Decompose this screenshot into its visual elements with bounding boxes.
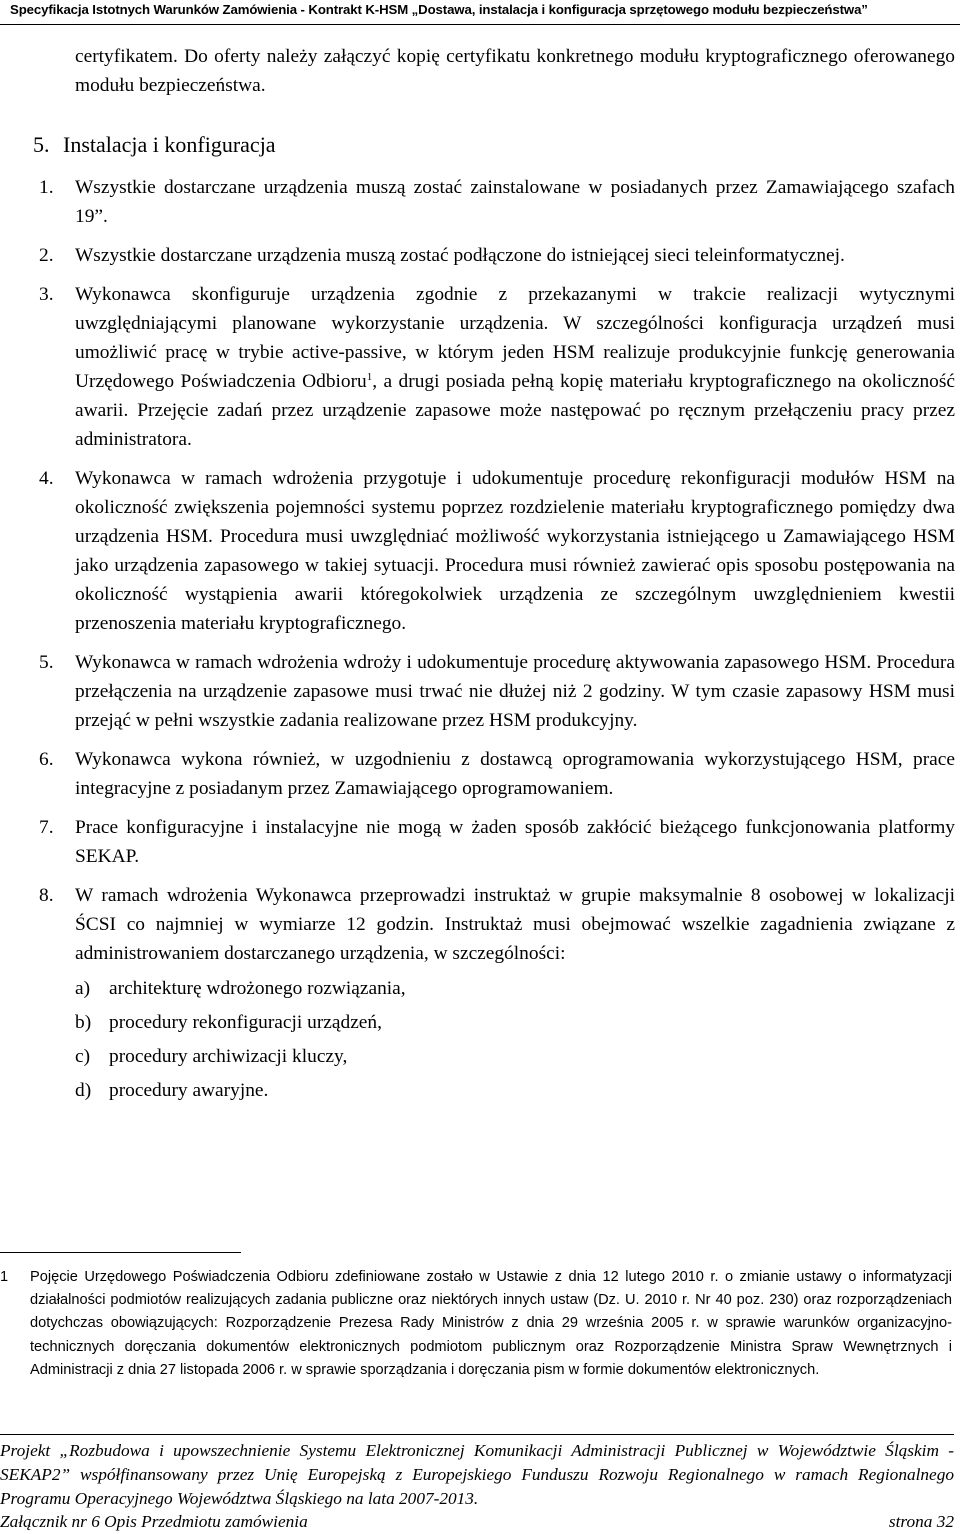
item-text: Wykonawca w ramach wdrożenia wdroży i udokumentuje procedurę aktywowania zapasowego HSM. Procedura przełączenia na urządzenie zapasowe musi trwać nie dłużej niż 2 godziny. W tym czasie zapasowy HSM musi przejąć w pełni wszystkie zadania realizowane przez HSM produkcyjny. (75, 652, 955, 731)
requirements-list (39, 173, 955, 1118)
sub-item-text: architekturę wdrożonego rozwiązania, (109, 978, 406, 999)
sub-item-text: procedury rekonfiguracji urządzeń, (109, 1012, 382, 1033)
item-number: 6. (39, 749, 54, 770)
section-title: Instalacja i konfiguracja (63, 132, 276, 157)
item-text: Prace konfiguracyjne i instalacyjne nie mogą w żaden sposób zakłócić bieżącego funkcjonowania platformy SEKAP. (75, 817, 955, 867)
page-footer (0, 1434, 954, 1534)
item-number: 3. (39, 284, 54, 305)
sub-item-text: procedury awaryjne. (109, 1080, 269, 1101)
item-text: Wykonawca w ramach wdrożenia przygotuje i udokumentuje procedurę rekonfiguracji modułów HSM na okoliczność zwiększenia pojemności systemu poprzez rozdzielenie materiału kryptograficznego pomiędzy dwa urządzenia HSM. Procedura musi uwzględniać możliwość wykorzystania istniejącego u Zamawiającego HSM jako urządzenia zapasowego w takiej sytuacji. Procedura musi również zawierać opis sposobu postępowania na okoliczność wystąpienia awarii któregokolwiek urządzenia ze szczególnym uwzględnieniem kwestii przenoszenia materiału kryptograficznego. (75, 468, 955, 634)
sub-list (75, 972, 955, 1108)
footer-bottom-row (0, 1510, 954, 1534)
intro-paragraph (75, 42, 955, 100)
intro-text: certyfikatem. Do oferty należy załączyć kopię certyfikatu konkretnego modułu kryptograficznego oferowanego modułu bezpieczeństwa. (75, 46, 955, 96)
sub-item-text: procedury archiwizacji kluczy, (109, 1046, 348, 1067)
footnote-number: 1 (0, 1269, 9, 1285)
page-number: strona 32 (888, 1512, 954, 1532)
list-item (39, 881, 955, 1108)
list-item (39, 464, 955, 638)
item-number: 8. (39, 885, 54, 906)
item-text: Wykonawca wykona również, w uzgodnieniu z dostawcą oprogramowania wykorzystującego HSM, prace integracyjne z posiadanym przez Zamawiającego oprogramowaniem. (75, 749, 955, 799)
page-header (0, 0, 960, 25)
section-heading (33, 130, 276, 160)
item-text: W ramach wdrożenia Wykonawca przeprowadzi instruktaż w grupie maksymalnie 8 osobowej w lokalizacji ŚCSI co najmniej w wymiarze 12 godzin. Instruktaż musi obejmować wszelkie zagadnienia związane z administrowaniem dostarczanego urządzenia, w szczególności: (75, 885, 955, 964)
sub-list-item (75, 972, 955, 1006)
item-number: 4. (39, 468, 54, 489)
item-number: 5. (39, 652, 54, 673)
sub-item-letter: b) (75, 1012, 92, 1033)
item-number: 2. (39, 245, 54, 266)
list-item (39, 241, 955, 270)
item-text: Wszystkie dostarczane urządzenia muszą zostać zainstalowane w posiadanych przez Zamawiającego szafach 19”. (75, 177, 955, 227)
item-text (75, 280, 955, 454)
item-text-part: Wykonawca skonfiguruje urządzenia zgodnie z przekazanymi w trakcie realizacji wytycznymi uwzględniającymi planowane wykorzystanie urządzenia. W szczególności konfiguracja urządzeń musi umożliwić pracę w trybie active-passive, w którym jeden HSM realizuje produkcyjnie funkcję generowania Urzędowego Poświadczenia Odbioru (75, 284, 955, 392)
list-item (39, 648, 955, 735)
item-text: Wszystkie dostarczane urządzenia muszą zostać podłączone do istniejącej sieci teleinformatycznej. (75, 245, 845, 266)
list-item (39, 173, 955, 231)
footnote-reference[interactable]: 1 (366, 371, 373, 383)
sub-item-letter: d) (75, 1080, 92, 1101)
footnote (0, 1266, 952, 1382)
item-number: 1. (39, 177, 54, 198)
sub-item-letter: c) (75, 1046, 91, 1067)
sub-list-item (75, 1006, 955, 1040)
footnote-text: Pojęcie Urzędowego Poświadczenia Odbioru zdefiniowane zostało w Ustawie z dnia 12 lutego 2010 r. o zmianie ustawy o informatyzacji działalności podmiotów realizujących zadania publiczne oraz niektórych innych ustaw (Dz. U. 2010 r. Nr 40 poz. 230) oraz rozporządzeniach dotychczas obowiązujących: Rozporządzenie Prezesa Rady Ministrów z dnia 29 września 2005 r. w sprawie warunków organizacyjno-technicznych doręczania dokumentów elektronicznych podmiotom publicznym oraz Rozporządzenie Ministra Spraw Wewnętrznych i Administracji z dnia 27 listopada 2006 r. w sprawie sporządzania i doręczania pism w formie dokumentów elektronicznych. (30, 1269, 952, 1378)
sub-list-item (75, 1040, 955, 1074)
item-text-part: , a drugi posiada pełną kopię materiału kryptograficznego na okoliczność awarii. Przejęcie zadań przez urządzenie zapasowe może następować po ręcznym przełączeniu pracy przez administratora. (75, 371, 955, 450)
list-item (39, 813, 955, 871)
footer-project-text: Projekt „Rozbudowa i upowszechnienie Systemu Elektronicznej Komunikacji Administracji Publicznej w Województwie Śląskim - SEKAP2” współfinansowany przez Unię Europejską z Europejskiego Funduszu Rozwoju Regionalnego w ramach Regionalnego Programu Operacyjnego Województwa Śląskiego na lata 2007-2013. (0, 1441, 954, 1508)
item-number: 7. (39, 817, 54, 838)
list-item (39, 280, 955, 454)
section-number: 5. (33, 132, 50, 157)
footer-attachment: Załącznik nr 6 Opis Przedmiotu zamówienia (0, 1512, 308, 1532)
header-title: Specyfikacja Istotnych Warunków Zamówienia - Kontrakt K-HSM „Dostawa, instalacja i konfiguracja sprzętowego modułu bezpieczeństwa” (10, 2, 868, 17)
sub-item-letter: a) (75, 978, 91, 999)
footnote-separator (0, 1252, 241, 1253)
list-item (39, 745, 955, 803)
sub-list-item (75, 1074, 955, 1108)
